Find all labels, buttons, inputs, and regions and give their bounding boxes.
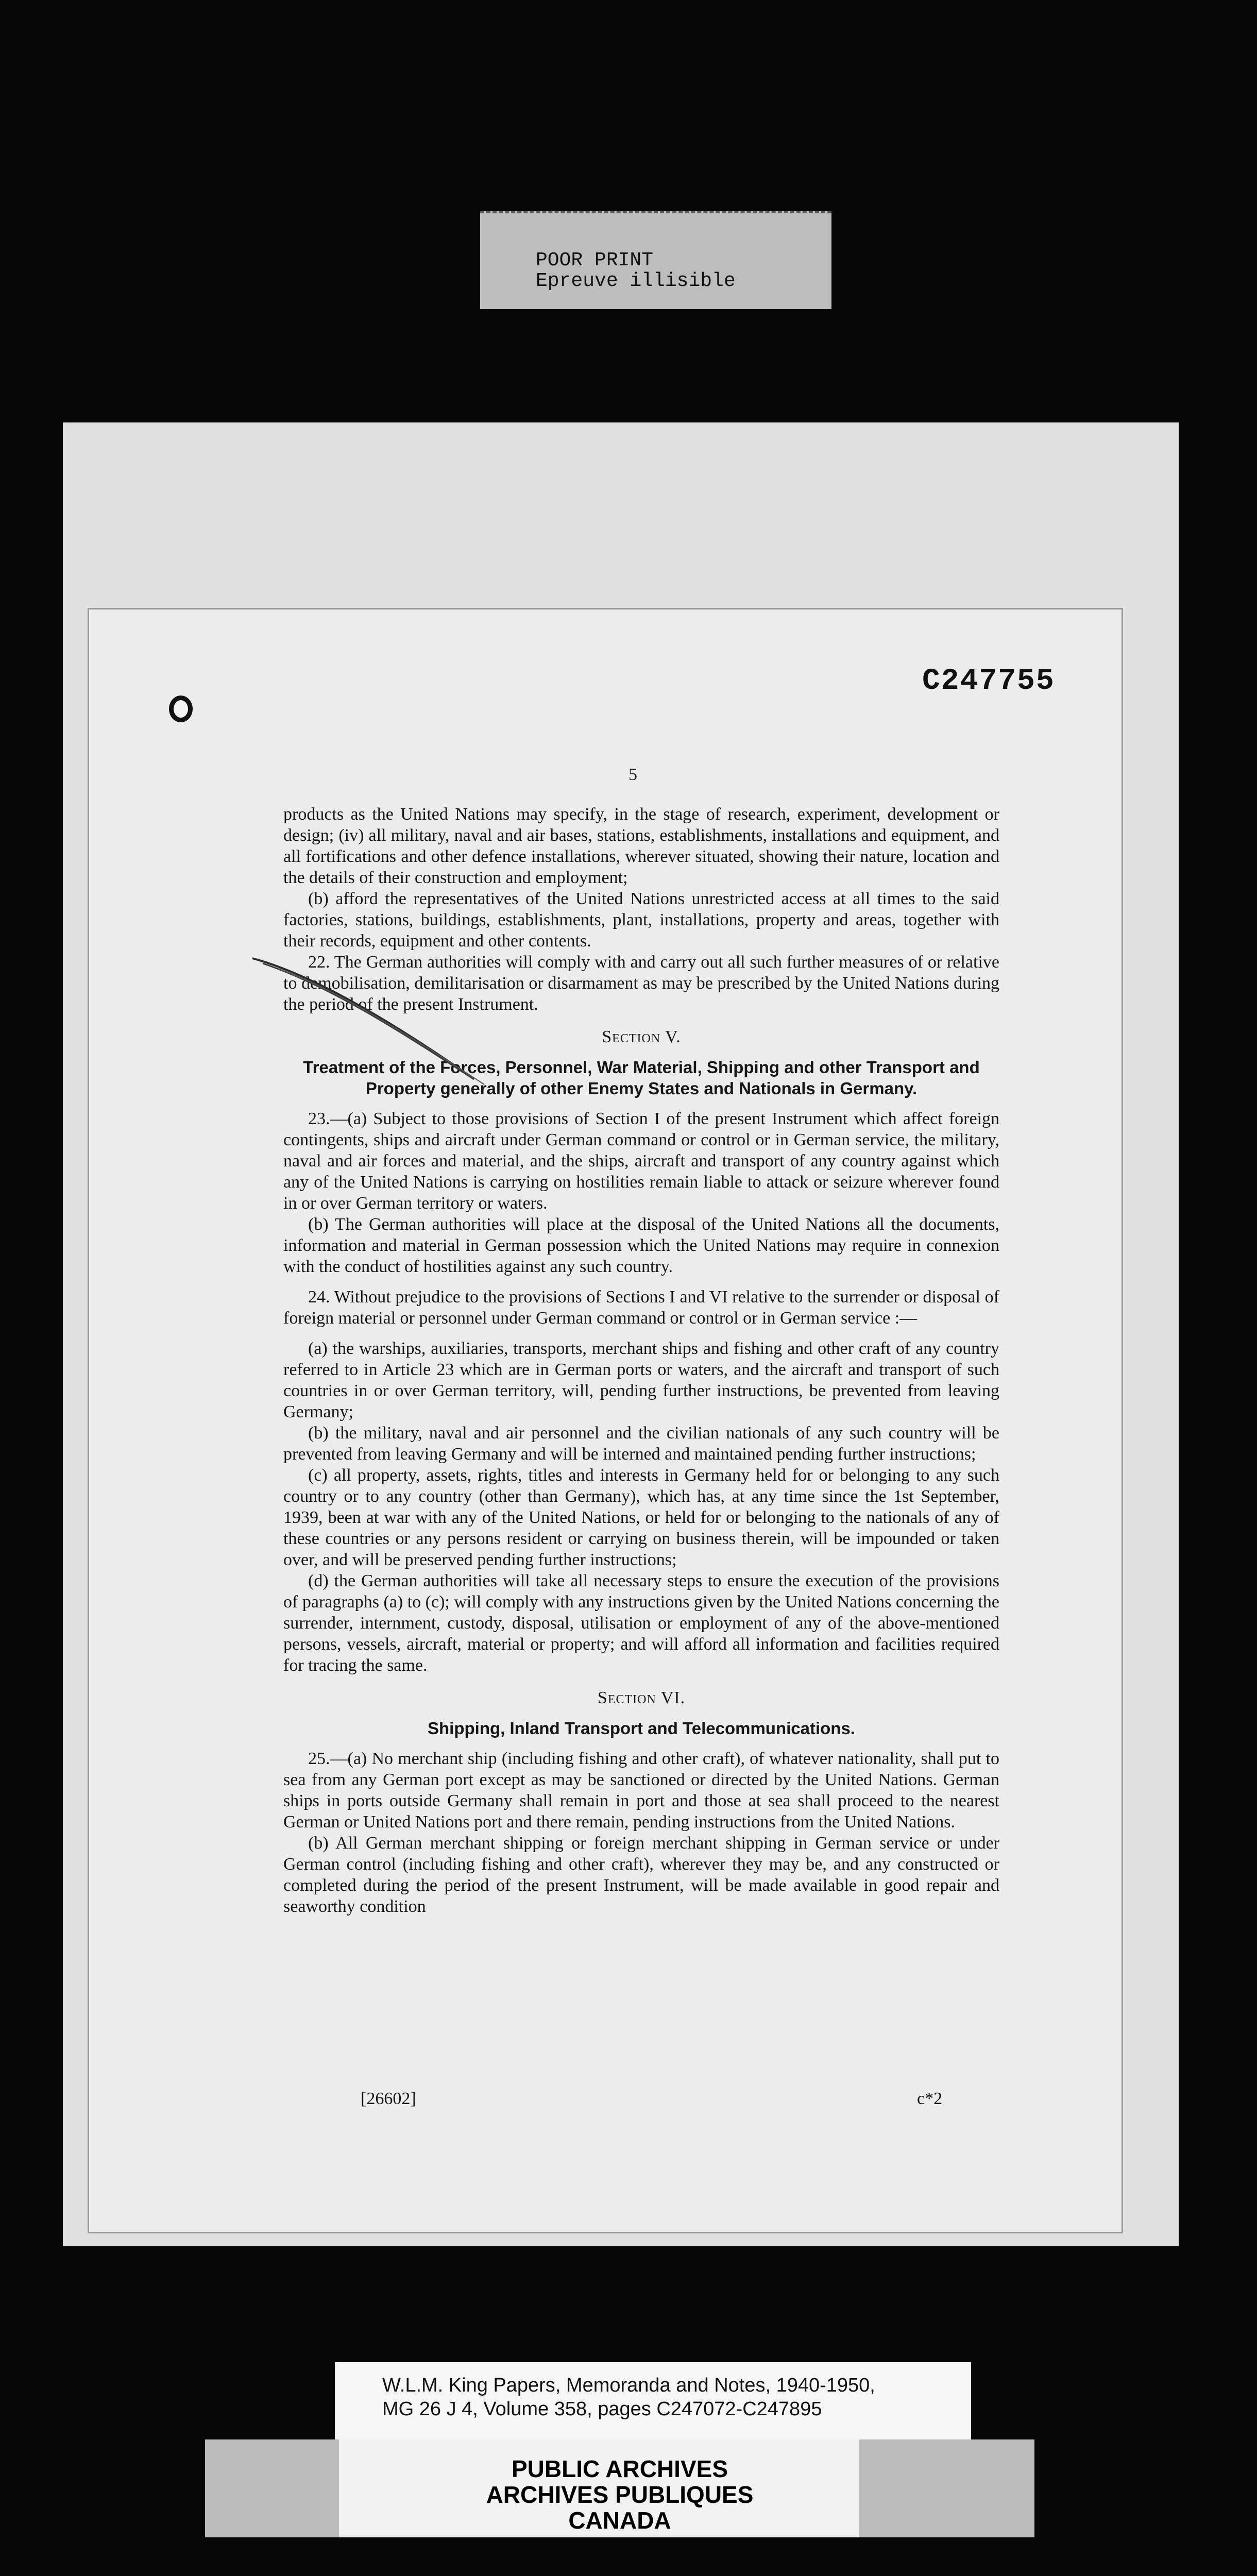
archive-citation-line2: MG 26 J 4, Volume 358, pages C247072-C247895 — [382, 2398, 822, 2420]
paragraph: 25.—(a) No merchant ship (including fishing and other craft), of whatever nationality, shall put to sea from any German port except as may be sanctioned or directed by the United Nations. German ships in ports outside Germany shall remain in port and those at sea shall proceed to the nearest German or United Nations port and there remain, pending instructions from the United Nations. — [283, 1749, 999, 1832]
footer-code: [26602] — [361, 2089, 416, 2108]
footer-signature-mark: c*2 — [917, 2089, 943, 2108]
punch-hole-icon — [169, 696, 193, 722]
stamp-line1: PUBLIC ARCHIVES — [512, 2455, 728, 2482]
section-heading: Section VI. — [597, 1688, 686, 1707]
paragraph: 24. Without prejudice to the provisions of Sections I and VI relative to the surrender or disposal of foreign material or personnel under German command or control or in German service :— — [283, 1287, 999, 1328]
paragraph: (a) the warships, auxiliaries, transports, merchant ships and fishing and other craft of any country referred to in Article 23 which are in German ports or waters, and the aircraft and transport of such countries in or over German territory, will, pending further instructions, be prevented from leaving Germany; — [283, 1339, 999, 1421]
paragraph: (b) afford the representatives of the United Nations unrestricted access at all times to the said factories, stations, buildings, establishments, plant, installations, property and areas, together with their records, equipment and other contents. — [283, 889, 999, 951]
paragraph: (b) the military, naval and air personnel and the civilian nationals of any such country will be prevented from leaving Germany and will be interned and maintained pending further instructions; — [283, 1423, 999, 1464]
archive-citation-line1: W.L.M. King Papers, Memoranda and Notes, 1940-1950, — [382, 2375, 875, 2396]
stamp-line3: CANADA — [568, 2507, 671, 2534]
section-heading: Section V. — [602, 1027, 681, 1046]
poor-print-line1: POOR PRINT — [536, 249, 654, 272]
paragraph: 23.—(a) Subject to those provisions of Section I of the present Instrument which affect foreign contingents, ships and aircraft under German command or control or in German service, the military, naval and air forces and material, and the ships, aircraft and transport of any country against which any of the United Nations is carrying on hostilities remain liable to attack or seizure wherever found in or over German territory or waters. — [283, 1109, 999, 1213]
section-title: Treatment of the Forces, Personnel, War Material, Shipping and other Transport and Property generally of other Enemy States and Nationals in Germany. — [303, 1058, 980, 1098]
document-body — [283, 804, 999, 1917]
paragraph: (d) the German authorities will take all necessary steps to ensure the execution of the provisions of paragraphs (a) to (c); will comply with any instructions given by the United Nations concerning the surrender, internment, custody, disposal, utilisation or employment of any of the above-mentioned persons, vessels, aircraft, material or property; and will afford all information and facilities required for tracing the same. — [283, 1571, 999, 1675]
page-number: 5 — [628, 765, 637, 784]
section-title: Shipping, Inland Transport and Telecommunications. — [428, 1719, 855, 1738]
poor-print-line2: Epreuve illisible — [536, 270, 736, 292]
poor-print-notice — [480, 211, 831, 309]
document-reference-number: C247755 — [922, 665, 1055, 698]
public-archives-stamp — [205, 2439, 1034, 2537]
paragraph: (b) The German authorities will place at the disposal of the United Nations all the documents, information and material in German possession which the United Nations may require in connexion with the conduct of hostilities against any such country. — [283, 1215, 999, 1276]
stamp-line2: ARCHIVES PUBLIQUES — [486, 2481, 754, 2508]
paragraph: 22. The German authorities will comply with and carry out all such further measures of or relative to demobilisation, demilitarisation or disarmament as may be prescribed by the United Nations during the period of the present Instrument. — [283, 953, 999, 1014]
paragraph: products as the United Nations may specify, in the stage of research, experiment, development or design; (iv) all military, naval and air bases, stations, establishments, installations and equipment, and all fortifications and other defence installations, wherever situated, showing their nature, location and the details of their construction and employment; — [283, 805, 999, 887]
paragraph: (b) All German merchant shipping or foreign merchant shipping in German service or under German control (including fishing and other craft), wherever they may be, and any constructed or completed during the period of the present Instrument, will be made available in good repair and seaworthy condition — [283, 1834, 999, 1916]
paragraph: (c) all property, assets, rights, titles and interests in Germany held for or belonging to any such country or to any country (other than Germany), which has, at any time since the 1st September, 1939, been at war with any of the United Nations, or held for or belonging to the nationals of any of these countries or any persons resident or carrying on business therein, will be impounded or taken over, and will be preserved pending further instructions; — [283, 1466, 999, 1569]
archive-citation-label — [335, 2362, 971, 2451]
